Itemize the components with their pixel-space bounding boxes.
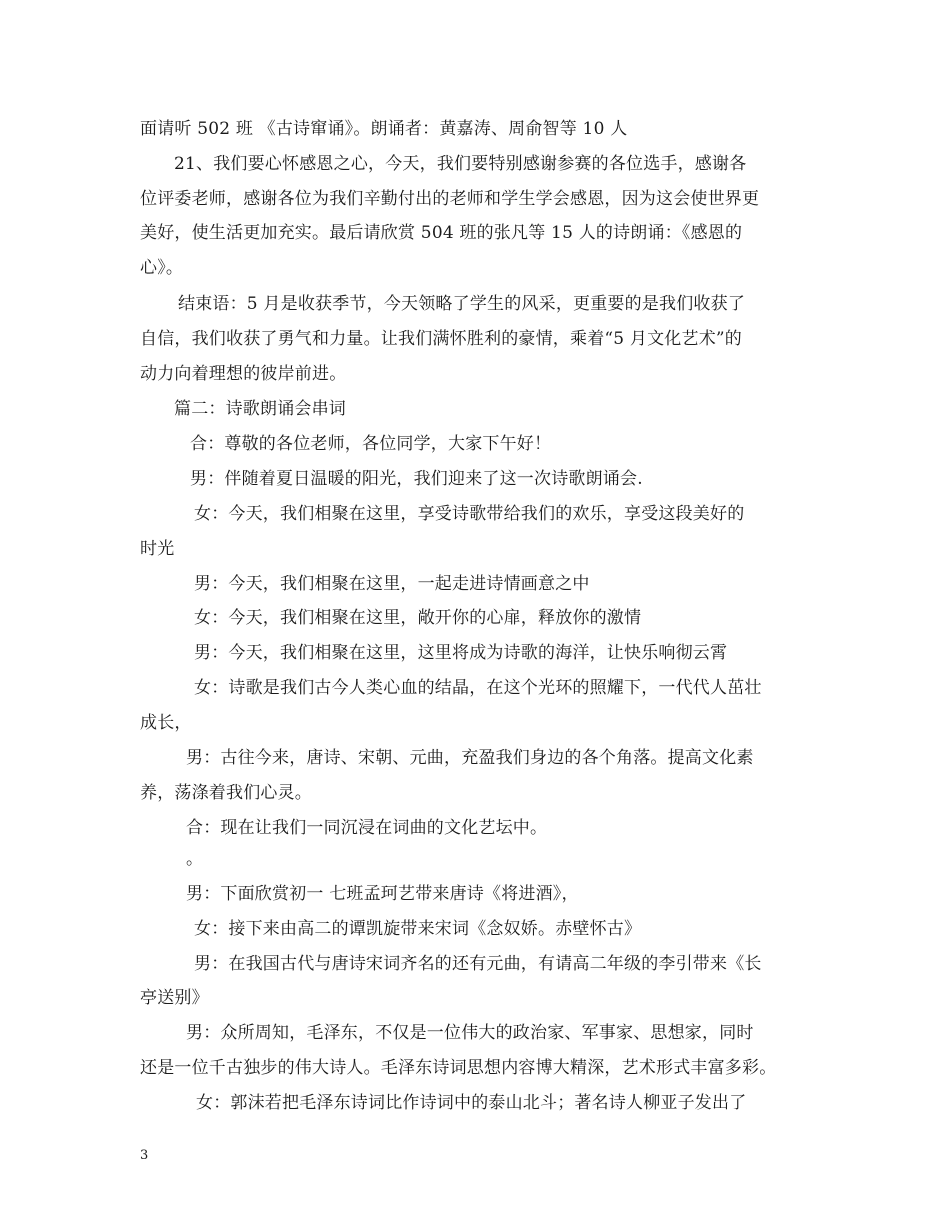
text-line: 合：尊敬的各位老师，各位同学，大家下午好！ — [190, 434, 552, 454]
section-heading: 篇二：诗歌朗诵会串词 — [174, 399, 346, 419]
text-line: 还是一位千古独步的伟大诗人。毛泽东诗词思想内容博大精深，艺术形式丰富多彩。 — [140, 1058, 777, 1078]
text-line: 美好，使生活更加充实。最后请欣赏 504 班的张凡等 15 人的诗朗诵：《感恩的 — [140, 223, 743, 243]
text-line: 面请听 502 班 《古诗窜诵》。朗诵者：黄嘉涛、周俞智等 10 人 — [140, 119, 628, 139]
text-line: 亭送别》 — [140, 988, 209, 1008]
text-line: 心》。 — [140, 258, 184, 278]
text-line: 男：今天，我们相聚在这里，这里将成为诗歌的海洋，让快乐响彻云霄 — [194, 643, 728, 663]
text-line: 合：现在让我们一同沉浸在词曲的文化艺坛中。 — [186, 818, 548, 838]
text-line: 位评委老师，感谢各位为我们辛勤付出的老师和学生学会感恩，因为这会使世界更 — [140, 189, 760, 209]
text-line: 男：下面欣赏初一 七班孟珂艺带来唐诗《将进酒》， — [186, 884, 579, 904]
text-line: 。 — [186, 849, 204, 869]
text-line: 男：今天，我们相聚在这里，一起走进诗情画意之中 — [194, 574, 590, 594]
text-line: 成长， — [140, 713, 192, 733]
text-line: 养，荡涤着我们心灵。 — [140, 783, 312, 803]
text-line: 男：在我国古代与唐诗宋词齐名的还有元曲，有请高二年级的李引带来《长 — [194, 954, 762, 974]
text-line: 结束语：5 月是收获季节，今天领略了学生的风采，更重要的是我们收获了 — [178, 294, 746, 314]
text-line: 时光 — [140, 539, 175, 559]
text-line: 自信，我们收获了勇气和力量。让我们满怀胜利的豪情，乘着“5 月文化艺术”的 — [140, 329, 742, 349]
text-line: 女：今天，我们相聚在这里，敞开你的心扉，释放你的激情 — [194, 608, 642, 628]
text-line: 女：接下来由高二的谭凯旋带来宋词《念奴娇。赤壁怀古》 — [194, 919, 642, 939]
text-line: 女：诗歌是我们古今人类心血的结晶，在这个光环的照耀下，一代代人茁壮 — [194, 678, 762, 698]
text-line: 男：众所周知，毛泽东，不仅是一位伟大的政治家、军事家、思想家，同时 — [186, 1023, 754, 1043]
text-line: 男：古往今来，唐诗、宋朝、元曲，充盈我们身边的各个角落。提高文化素 — [186, 748, 754, 768]
text-line: 21、我们要心怀感恩之心，今天，我们要特别感谢参赛的各位选手，感谢各 — [174, 154, 747, 174]
text-line: 动力向着理想的彼岸前进。 — [140, 364, 347, 384]
page-number: 3 — [140, 1148, 149, 1163]
text-line: 男：伴随着夏日温暖的阳光，我们迎来了这一次诗歌朗诵会. — [190, 469, 643, 489]
text-line: 女：郭沫若把毛泽东诗词比作诗词中的泰山北斗；著名诗人柳亚子发出了 — [196, 1093, 747, 1113]
text-line: 女：今天，我们相聚在这里，享受诗歌带给我们的欢乐，享受这段美好的 — [194, 504, 745, 524]
